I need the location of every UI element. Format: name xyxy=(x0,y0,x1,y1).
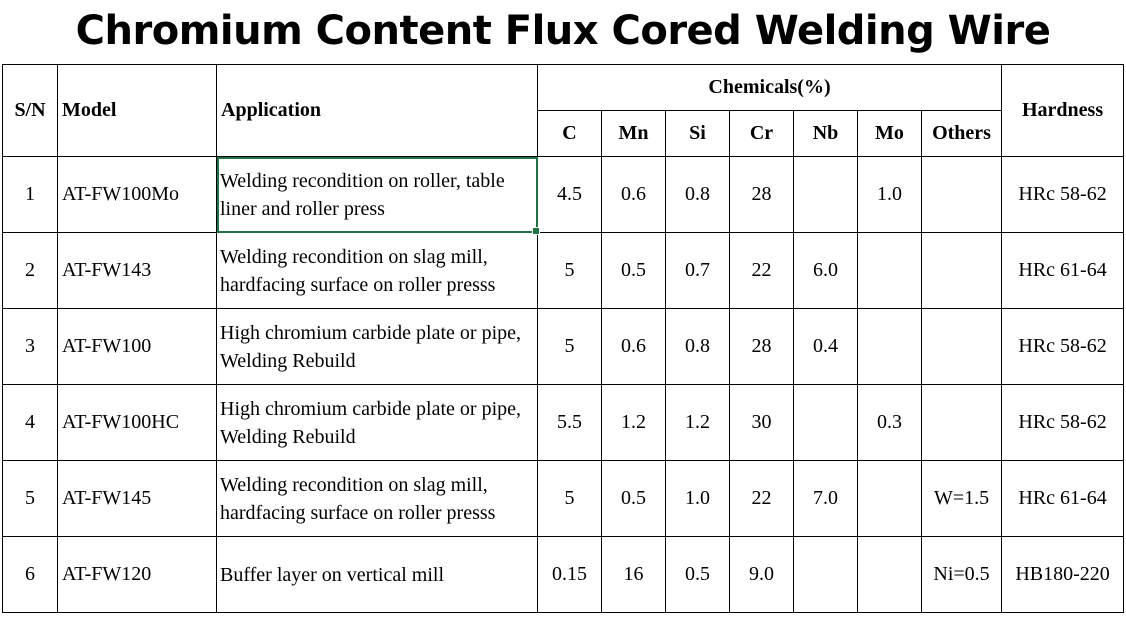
cell-c[interactable]: 0.15 xyxy=(538,537,602,613)
header-sn[interactable]: S/N xyxy=(3,65,58,157)
header-cr[interactable]: Cr xyxy=(730,111,794,157)
cell-mo[interactable]: 0.3 xyxy=(858,385,922,461)
header-si[interactable]: Si xyxy=(666,111,730,157)
cell-c[interactable]: 4.5 xyxy=(538,157,602,233)
cell-others[interactable] xyxy=(922,233,1002,309)
header-mn[interactable]: Mn xyxy=(602,111,666,157)
table-row xyxy=(3,461,1124,537)
cell-others[interactable] xyxy=(922,309,1002,385)
cell-hardness[interactable]: HRc 61-64 xyxy=(1002,233,1124,309)
cell-nb[interactable] xyxy=(794,385,858,461)
cell-c[interactable]: 5.5 xyxy=(538,385,602,461)
cell-hardness[interactable]: HB180-220 xyxy=(1002,537,1124,613)
cell-si[interactable]: 0.8 xyxy=(666,309,730,385)
cell-mn[interactable]: 0.6 xyxy=(602,157,666,233)
cell-cr[interactable]: 28 xyxy=(730,309,794,385)
cell-cr[interactable]: 9.0 xyxy=(730,537,794,613)
cell-hardness[interactable]: HRc 58-62 xyxy=(1002,385,1124,461)
cell-sn[interactable]: 3 xyxy=(3,309,58,385)
cell-si[interactable]: 1.0 xyxy=(666,461,730,537)
cell-application[interactable]: Welding recondition on slag mill, hardfacing surface on roller presss xyxy=(217,461,538,537)
cell-mn[interactable]: 0.6 xyxy=(602,309,666,385)
header-model[interactable]: Model xyxy=(58,65,217,157)
cell-others[interactable] xyxy=(922,157,1002,233)
cell-model[interactable]: AT-FW120 xyxy=(58,537,217,613)
header-row xyxy=(3,65,1124,111)
table-row xyxy=(3,537,1124,613)
cell-c[interactable]: 5 xyxy=(538,309,602,385)
fill-handle[interactable] xyxy=(532,227,540,235)
cell-c[interactable]: 5 xyxy=(538,233,602,309)
cell-mn[interactable]: 0.5 xyxy=(602,461,666,537)
cell-cr[interactable]: 30 xyxy=(730,385,794,461)
cell-mo[interactable] xyxy=(858,461,922,537)
cell-sn[interactable]: 6 xyxy=(3,537,58,613)
cell-nb[interactable]: 6.0 xyxy=(794,233,858,309)
cell-model[interactable]: AT-FW145 xyxy=(58,461,217,537)
cell-sn[interactable]: 5 xyxy=(3,461,58,537)
table-row xyxy=(3,233,1124,309)
cell-nb[interactable] xyxy=(794,537,858,613)
cell-nb[interactable]: 7.0 xyxy=(794,461,858,537)
header-c[interactable]: C xyxy=(538,111,602,157)
cell-cr[interactable]: 22 xyxy=(730,461,794,537)
cell-mn[interactable]: 16 xyxy=(602,537,666,613)
cell-mn[interactable]: 1.2 xyxy=(602,385,666,461)
cell-others[interactable]: Ni=0.5 xyxy=(922,537,1002,613)
cell-nb[interactable] xyxy=(794,157,858,233)
cell-mo[interactable] xyxy=(858,233,922,309)
cell-sn[interactable]: 4 xyxy=(3,385,58,461)
cell-model[interactable]: AT-FW100HC xyxy=(58,385,217,461)
cell-hardness[interactable]: HRc 61-64 xyxy=(1002,461,1124,537)
cell-nb[interactable]: 0.4 xyxy=(794,309,858,385)
table-row xyxy=(3,385,1124,461)
cell-model[interactable]: AT-FW100 xyxy=(58,309,217,385)
cell-sn[interactable]: 2 xyxy=(3,233,58,309)
cell-cr[interactable]: 22 xyxy=(730,233,794,309)
page-title: Chromium Content Flux Cored Welding Wire xyxy=(75,8,1051,54)
cell-mn[interactable]: 0.5 xyxy=(602,233,666,309)
header-nb[interactable]: Nb xyxy=(794,111,858,157)
cell-sn[interactable]: 1 xyxy=(3,157,58,233)
cell-application-text: Welding recondition on roller, table liner and roller press xyxy=(220,169,505,220)
cell-si[interactable]: 0.8 xyxy=(666,157,730,233)
cell-application[interactable]: Buffer layer on vertical mill xyxy=(217,537,538,613)
cell-mo[interactable] xyxy=(858,309,922,385)
cell-hardness[interactable]: HRc 58-62 xyxy=(1002,309,1124,385)
header-application[interactable]: Application xyxy=(217,65,538,157)
cell-mo[interactable] xyxy=(858,537,922,613)
header-hardness[interactable]: Hardness xyxy=(1002,65,1124,157)
header-mo[interactable]: Mo xyxy=(858,111,922,157)
cell-application[interactable]: Welding recondition on slag mill, hardfacing surface on roller presss xyxy=(217,233,538,309)
cell-c[interactable]: 5 xyxy=(538,461,602,537)
table-row xyxy=(3,309,1124,385)
cell-hardness[interactable]: HRc 58-62 xyxy=(1002,157,1124,233)
wire-spec-table xyxy=(2,64,1124,613)
cell-others[interactable] xyxy=(922,385,1002,461)
cell-model[interactable]: AT-FW100Mo xyxy=(58,157,217,233)
cell-application[interactable]: High chromium carbide plate or pipe, Welding Rebuild xyxy=(217,385,538,461)
header-others[interactable]: Others xyxy=(922,111,1002,157)
cell-mo[interactable]: 1.0 xyxy=(858,157,922,233)
table-row xyxy=(3,157,1124,233)
cell-application[interactable]: High chromium carbide plate or pipe, Welding Rebuild xyxy=(217,309,538,385)
header-chemicals[interactable]: Chemicals(%) xyxy=(538,65,1002,111)
cell-others[interactable]: W=1.5 xyxy=(922,461,1002,537)
cell-cr[interactable]: 28 xyxy=(730,157,794,233)
cell-si[interactable]: 1.2 xyxy=(666,385,730,461)
cell-model[interactable]: AT-FW143 xyxy=(58,233,217,309)
cell-si[interactable]: 0.5 xyxy=(666,537,730,613)
cell-application-selected[interactable] xyxy=(217,157,538,233)
cell-si[interactable]: 0.7 xyxy=(666,233,730,309)
